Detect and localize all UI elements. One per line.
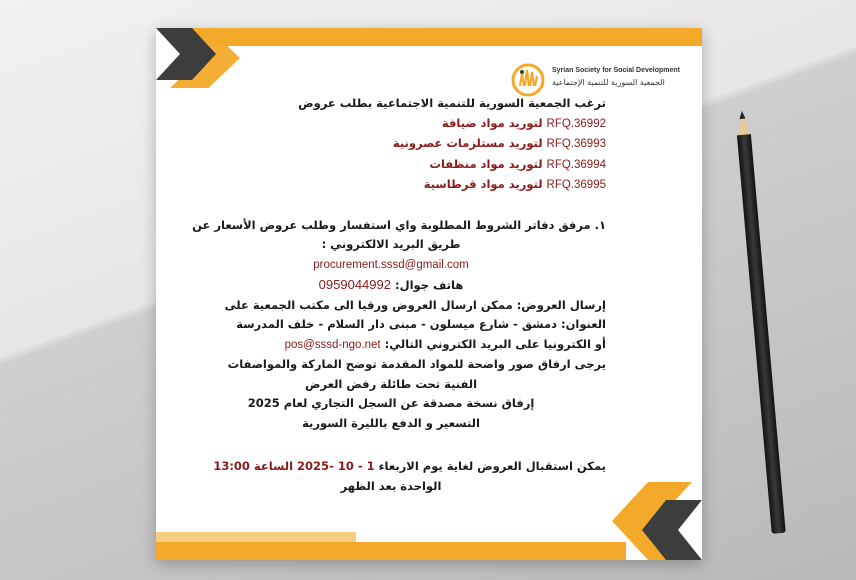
procurement-email-link[interactable]	[176, 255, 606, 276]
phone-label: هاتف جوال:	[390, 278, 464, 292]
deadline-line-2: الواحدة بعد الظهر	[340, 478, 442, 493]
bottom-left-stripe	[156, 532, 356, 542]
photos-line-1: يرجى ارفاق صور واضحة للمواد المقدمة توضح الماركة والمواصفات	[227, 357, 606, 371]
rfq-text: لتوريد مستلزمات عصرونية	[392, 136, 547, 150]
spacer	[176, 196, 606, 216]
organization-logo	[508, 58, 688, 98]
submission-line-2: العنوان: دمشق - شارع ميسلون - مبنى دار السلام - خلف المدرسة	[236, 317, 606, 331]
attachment-line-2: طريق البريد الالكتروني :	[321, 237, 461, 251]
top-orange-bar	[196, 28, 702, 46]
phone-number[interactable]: 0959044992	[318, 277, 391, 292]
announcement-card	[156, 28, 702, 560]
rfq-text: لتوريد مواد ضيافة	[441, 115, 547, 130]
intro-line: ترغب الجمعية السورية للتنمية الاجتماعية بطلب عروض	[298, 96, 606, 110]
rfq-line-2	[176, 134, 606, 155]
rfq-line-1	[176, 114, 606, 135]
attachment-line-1: ١. مرفق دفاتر الشروط المطلوبة واي استفسار وطلب عروض الأسعار عن	[192, 217, 606, 232]
procurement-email[interactable]: procurement.sssd@gmail.com	[313, 258, 469, 271]
rfq-line-4	[176, 175, 606, 196]
logo-english-name: Syrian Society for Social Development	[552, 67, 680, 74]
logo-arabic-name: الجمعية السورية للتنمية الإجتماعية	[552, 78, 665, 87]
pencil-lead	[739, 111, 746, 119]
register-line: إرفاق نسخة مصدقة عن السجل التجاري لعام 2025	[247, 396, 535, 410]
spacer	[176, 433, 606, 457]
submission-line-1: إرسال العروض: ممكن ارسال العروض ورقيا الى مكتب الجمعية على	[224, 297, 606, 312]
submission-email-label: أو الكترونيا على البريد الكتروني التالي:	[380, 336, 606, 351]
deadline-line-1	[176, 457, 606, 477]
deadline-label: يمكن استقبال العروض لغاية يوم الاربعاء	[374, 459, 606, 473]
currency-line: التسعير و الدفع بالليرة السورية	[302, 415, 480, 430]
submission-line-3	[176, 335, 606, 356]
hand-logo-icon	[508, 58, 548, 98]
rfq-text: لتوريد مواد قرطاسية	[423, 177, 547, 191]
deadline-value: 1 - 10 -2025 الساعة 13:00	[213, 459, 375, 473]
rfq-text: لتوريد مواد منظفات	[429, 156, 547, 171]
rfq-code: RFQ.36992	[546, 117, 606, 130]
rfq-code: RFQ.36995	[546, 179, 606, 191]
rfq-line-3	[176, 155, 606, 176]
bottom-orange-bar	[156, 542, 626, 560]
submission-email[interactable]: pos@sssd-ngo.net	[284, 338, 381, 351]
phone-line	[176, 275, 606, 296]
photos-line-2: الفنية تحت طائلة رفض العرض	[304, 376, 478, 391]
rfq-code: RFQ.36994	[546, 158, 606, 171]
rfq-code: RFQ.36993	[546, 138, 606, 150]
announcement-body	[176, 94, 606, 496]
